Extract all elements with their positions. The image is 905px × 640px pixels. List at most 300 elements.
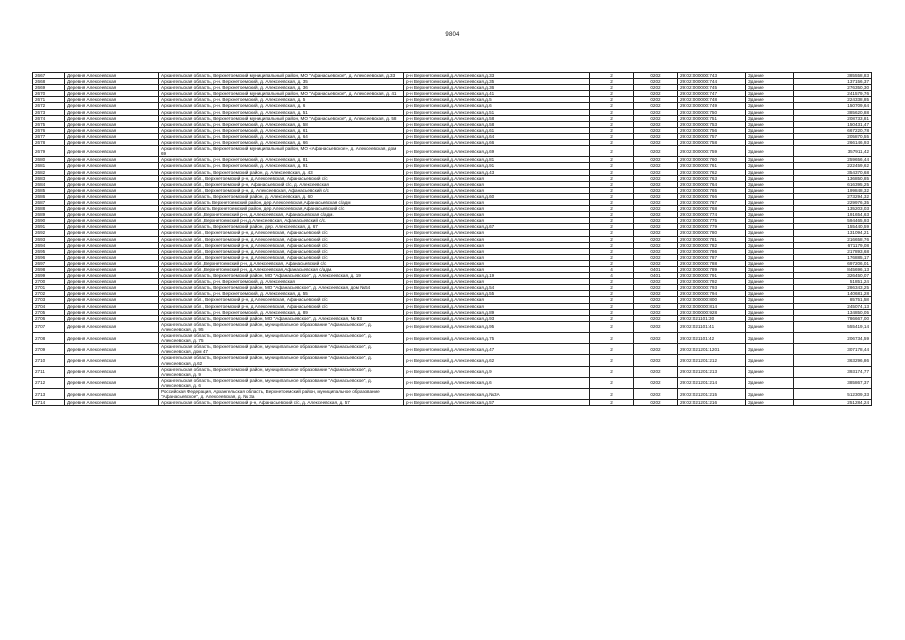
group-code-cell: 0202	[634, 224, 678, 230]
cadastral-number-cell: 29:02:000000:779	[678, 224, 746, 230]
group-code-cell: 0202	[634, 355, 678, 366]
cadastral-value-cell: 363296,86	[794, 355, 872, 366]
cadastral-value-cell: 191654,63	[794, 212, 872, 218]
group-cell: 2	[590, 97, 634, 103]
object-type-cell: Здание	[746, 388, 794, 399]
row-number-cell: 2688	[33, 206, 65, 212]
group-code-cell: 0202	[634, 140, 678, 146]
location-cell: р-н Верхнетоемский,д.Алексеевская,д.19	[404, 273, 590, 279]
cadastral-number-cell: 29:02:000000:786	[678, 248, 746, 254]
group-code-cell: 0202	[634, 315, 678, 321]
cadastral-number-cell: 29:02:021201:212	[678, 355, 746, 366]
address-cell: Архангельская область, р-н. Верхнетоемский, д. Алексеевская, д. 6	[159, 103, 404, 109]
address-cell: Архангельская область, Верхнетоемский район, муниципальное образование "Афанасьевское", д. Алексеевская, дом 47	[159, 344, 404, 355]
location-cell: р-н Верхнетоемский,д.Алексеевская,д.57	[404, 400, 590, 406]
cadastral-number-cell: 29:02:021201:1201	[678, 344, 746, 355]
cadastral-number-cell: 29:02:021201:216	[678, 400, 746, 406]
table-row	[33, 366, 872, 377]
table-row	[33, 344, 872, 355]
cadastral-number-cell: 29:02:000000:744	[678, 79, 746, 85]
location-cell: р-н Верхнетоемский,д.Алексеевская,д.89	[404, 309, 590, 315]
address-cell: Архангельская область, Верхнетоемский муниципальный район, МО "Афанасьевское", д. Алексеевская, д. 58	[159, 115, 404, 121]
group-cell: 4	[590, 273, 634, 279]
object-type-cell: Здание	[746, 146, 794, 157]
cadastral-number-cell: 29:02:000000:792	[678, 279, 746, 285]
cadastral-value-cell: 385558,83	[794, 73, 872, 79]
row-number-cell: 2683	[33, 175, 65, 181]
cadastral-number-cell: 29:02:000000:794	[678, 291, 746, 297]
address-cell: Российская Федерация, Архангельская область, Верхнетоемский район, муниципальное образование "Афанасьевское", д. Алексеевская, д. № 3а	[159, 388, 404, 399]
cadastral-number-cell: 29:02:000000:760	[678, 157, 746, 163]
settlement-name-cell: Деревня Алексеевская	[65, 218, 159, 224]
address-cell: Архангельская область, Верхнетоемский район, муниципальное образование "Афанасьевское", д. Алексеевская, д. 95	[159, 321, 404, 332]
row-number-cell: 2684	[33, 181, 65, 187]
object-type-cell: Здание	[746, 103, 794, 109]
row-number-cell: 2672	[33, 103, 65, 109]
cadastral-number-cell: 29:02:000000:745	[678, 85, 746, 91]
row-number-cell: 2710	[33, 355, 65, 366]
location-cell: р-н Верхнетоемский,д.Алексеевская,д.93	[404, 315, 590, 321]
group-code-cell: 0202	[634, 388, 678, 399]
cadastral-number-cell: 29:02:000000:762	[678, 169, 746, 175]
object-type-cell: Здание	[746, 333, 794, 344]
cadastral-number-cell: 29:02:000000:789	[678, 267, 746, 273]
row-number-cell: 2687	[33, 199, 65, 205]
row-number-cell: 2696	[33, 254, 65, 260]
settlement-name-cell: Деревня Алексеевская	[65, 303, 159, 309]
cadastral-number-cell: 29:02:000000:800	[678, 297, 746, 303]
address-cell: Архангельская область, р-н. Верхнетоемский, д. Алексеевская, д. 61	[159, 127, 404, 133]
object-type-cell: Здание	[746, 157, 794, 163]
location-cell: р-н Верхнетоемский,д.Алексеевская,д.43	[404, 169, 590, 175]
location-cell: р-н Верхнетоемский,д.Алексеевская,д.60	[404, 193, 590, 199]
settlement-name-cell: Деревня Алексеевская	[65, 267, 159, 273]
cadastral-value-cell: 616395,25	[794, 181, 872, 187]
group-code-cell: 0202	[634, 175, 678, 181]
group-code-cell: 0202	[634, 121, 678, 127]
object-type-cell: Здание	[746, 218, 794, 224]
cadastral-value-cell: 697206,01	[794, 260, 872, 266]
group-code-cell: 0202	[634, 109, 678, 115]
group-code-cell: 0202	[634, 321, 678, 332]
settlement-name-cell: Деревня Алексеевская	[65, 321, 159, 332]
object-type-cell: Здание	[746, 355, 794, 366]
object-type-cell: Здание	[746, 115, 794, 121]
row-number-cell: 2713	[33, 388, 65, 399]
row-number-cell: 2669	[33, 85, 65, 91]
cadastral-number-cell: 29:02:021101:41	[678, 321, 746, 332]
cadastral-value-cell: 208733,81	[794, 115, 872, 121]
settlement-name-cell: Деревня Алексеевская	[65, 315, 159, 321]
row-number-cell: 2673	[33, 109, 65, 115]
cadastral-value-cell: 357911,42	[794, 146, 872, 157]
settlement-name-cell: Деревня Алексеевская	[65, 140, 159, 146]
object-type-cell: Здание	[746, 121, 794, 127]
address-cell: Архангельская обл., Верхнетоемский р-н, д.Алексеевская, Афанасьевский с/с	[159, 230, 404, 236]
cadastral-number-cell: 29:02:000000:758	[678, 140, 746, 146]
group-code-cell: 0202	[634, 333, 678, 344]
object-type-cell: Здание	[746, 260, 794, 266]
address-cell: Архангельская область, Верхнетоемский район, МО "Афанасьевское", д. Алексеевская, дом №54	[159, 285, 404, 291]
group-cell: 4	[590, 267, 634, 273]
address-cell: Архангельская обл., Верхнетоемский р-н, д.Алексеевская, Афанасьевский с/с	[159, 254, 404, 260]
location-cell: р-н Верхнетоемский,д.Алексеевская,д.5	[404, 97, 590, 103]
group-cell: 2	[590, 212, 634, 218]
object-type-cell: Здание	[746, 193, 794, 199]
row-number-cell: 2676	[33, 127, 65, 133]
object-type-cell: Здание	[746, 79, 794, 85]
location-cell: р-н Верхнетоемский,д.Алексеевская	[404, 175, 590, 181]
location-cell: р-н Верхнетоемский,д.Алексеевская	[404, 303, 590, 309]
location-cell: р-н Верхнетоемский,д.Алексеевская	[404, 248, 590, 254]
location-cell: р-н Верхнетоемский,д.Алексеевская,д.91	[404, 163, 590, 169]
settlement-name-cell: Деревня Алексеевская	[65, 388, 159, 399]
group-code-cell: 0202	[634, 377, 678, 388]
settlement-name-cell: Деревня Алексеевская	[65, 248, 159, 254]
address-cell: Архангельская обл., Верхнетоемский р-н, Афанасьевский с/с, д. Алексеевская	[159, 181, 404, 187]
group-cell: 2	[590, 377, 634, 388]
settlement-name-cell: Деревня Алексеевская	[65, 206, 159, 212]
address-cell: Архангельская область, р-н. Верхнетоемский, д. Алексеевская, д. 66	[159, 140, 404, 146]
object-type-cell: Здание	[746, 133, 794, 139]
group-code-cell: 0202	[634, 85, 678, 91]
cadastral-value-cell: 594465,93	[794, 218, 872, 224]
location-cell: р-н Верхнетоемский,д.Алексеевская,д.51	[404, 109, 590, 115]
settlement-name-cell: Деревня Алексеевская	[65, 224, 159, 230]
address-cell: Архангельская обл.,Верхнетоемский р-н, д.Алексеевская, Афанасьевский с/с	[159, 260, 404, 266]
cadastral-value-cell: 135203,03	[794, 206, 872, 212]
location-cell: р-н Верхнетоемский,д.Алексеевская,д.47	[404, 344, 590, 355]
group-code-cell: 0202	[634, 254, 678, 260]
object-type-cell: Здание	[746, 303, 794, 309]
group-code-cell: 0202	[634, 73, 678, 79]
location-cell: р-н Верхнетоемский,д.Алексеевская	[404, 236, 590, 242]
address-cell: Архангельская область, р-н. Верхнетоемский, д. Алексеевская, д. 64	[159, 133, 404, 139]
settlement-name-cell: Деревня Алексеевская	[65, 273, 159, 279]
address-cell: Архангельская область Верхнетоемский район, дер.Алексеевская,Афанасьевская с/адм	[159, 199, 404, 205]
address-cell: Архангельская область, Верхнетоемский район, муниципальное образование "Афанасьевское", д. Алексеевская, д. 9	[159, 366, 404, 377]
row-number-cell: 2689	[33, 212, 65, 218]
object-type-cell: Здание	[746, 315, 794, 321]
cadastral-value-cell: 217893,68	[794, 248, 872, 254]
cadastral-number-cell: 29:02:000000:791	[678, 273, 746, 279]
cadastral-number-cell: 29:02:000000:793	[678, 285, 746, 291]
row-number-cell: 2675	[33, 121, 65, 127]
object-type-cell: Здание	[746, 248, 794, 254]
object-type-cell: Здание	[746, 279, 794, 285]
row-number-cell: 2677	[33, 133, 65, 139]
object-type-cell: Здание	[746, 273, 794, 279]
row-number-cell: 2692	[33, 230, 65, 236]
group-cell: 2	[590, 309, 634, 315]
cadastral-value-cell: 176885,17	[794, 254, 872, 260]
settlement-name-cell: Деревня Алексеевская	[65, 309, 159, 315]
cadastral-value-cell: 786667,00	[794, 315, 872, 321]
location-cell: р-н Верхнетоемский,д.Алексеевская	[404, 199, 590, 205]
location-cell: р-н Верхнетоемский,д.Алексеевская,д.55	[404, 291, 590, 297]
address-cell: Архангельская обл., Верхнетоемский р-н, д.Алексеевская, Афанасьевский с/с	[159, 303, 404, 309]
location-cell: р-н Верхнетоемский,д.Алексеевская,д.64	[404, 133, 590, 139]
object-type-cell: Здание	[746, 285, 794, 291]
location-cell: р-н Верхнетоемский,д.Алексеевская,д.75	[404, 333, 590, 344]
group-cell: 2	[590, 73, 634, 79]
group-cell: 2	[590, 187, 634, 193]
table-row	[33, 388, 872, 399]
address-cell: Архангельская область, р-н. Верхнетоемский, д. Алексеевская	[159, 279, 404, 285]
address-cell: Архангельская область, р-н. Верхнетоемский, д. Алексеевская, д. 36	[159, 85, 404, 91]
address-cell: Архангельская область, Верхнетоемский муниципальный район, МО "Афанасьевское", д. Алексеевская, д. 41	[159, 91, 404, 97]
cadastral-number-cell: 29:02:000000:747	[678, 91, 746, 97]
cadastral-number-cell: 29:02:000000:765	[678, 187, 746, 193]
settlement-name-cell: Деревня Алексеевская	[65, 97, 159, 103]
settlement-name-cell: Деревня Алексеевская	[65, 127, 159, 133]
location-cell: р-н Верхнетоемский,д.Алексеевская,д.9	[404, 366, 590, 377]
cadastral-number-cell: 29:02:000000:761	[678, 163, 746, 169]
object-type-cell: Здание	[746, 163, 794, 169]
location-cell: р-н Верхнетоемский,д.Алексеевская	[404, 267, 590, 273]
address-cell: Архангельская обл., Верхнетоемский р-н, д.Алексеевская, Афанасьевский с/с	[159, 297, 404, 303]
location-cell: р-н Верхнетоемский,д.Алексеевская,д.67	[404, 224, 590, 230]
settlement-name-cell: Деревня Алексеевская	[65, 163, 159, 169]
settlement-name-cell: Деревня Алексеевская	[65, 103, 159, 109]
cadastral-number-cell: 29:02:021201:214	[678, 377, 746, 388]
row-number-cell: 2693	[33, 236, 65, 242]
object-type-cell: Здание	[746, 91, 794, 97]
group-code-cell: 0202	[634, 236, 678, 242]
location-cell: р-н Верхнетоемский,д.Алексеевская	[404, 297, 590, 303]
object-type-cell: Здание	[746, 254, 794, 260]
cadastral-value-cell: 150709,64	[794, 103, 872, 109]
row-number-cell: 2680	[33, 157, 65, 163]
row-number-cell: 2706	[33, 315, 65, 321]
address-cell: Архангельская обл.,Верхнетоемский р-н, д.Алексеевская,Афанасьевская с/адм.	[159, 267, 404, 273]
group-cell: 2	[590, 85, 634, 91]
group-code-cell: 0202	[634, 230, 678, 236]
registry-table-body	[33, 73, 872, 406]
location-cell: р-н Верхнетоемский,д.Алексеевская	[404, 218, 590, 224]
settlement-name-cell: Деревня Алексеевская	[65, 236, 159, 242]
address-cell: Архангельская обл., Верхнетоемский р-н, д.Алексеевская, Афанасьевский с/с	[159, 242, 404, 248]
row-number-cell: 2690	[33, 218, 65, 224]
settlement-name-cell: Деревня Алексеевская	[65, 175, 159, 181]
cadastral-value-cell: 354370,68	[794, 169, 872, 175]
cadastral-value-cell: 393174,77	[794, 366, 872, 377]
cadastral-value-cell: 131094,21	[794, 230, 872, 236]
location-cell: р-н Верхнетоемский,д.Алексеевская,д.95	[404, 321, 590, 332]
settlement-name-cell: Деревня Алексеевская	[65, 212, 159, 218]
row-number-cell: 2694	[33, 242, 65, 248]
group-cell: 2	[590, 400, 634, 406]
location-cell: р-н Верхнетоемский,д.Алексеевская	[404, 279, 590, 285]
group-code-cell: 0202	[634, 206, 678, 212]
group-cell: 2	[590, 242, 634, 248]
group-cell: 2	[590, 321, 634, 332]
row-number-cell: 2711	[33, 366, 65, 377]
cadastral-value-cell: 206734,59	[794, 333, 872, 344]
cadastral-value-cell: 140681,28	[794, 291, 872, 297]
cadastral-number-cell: 29:02:000000:767	[678, 199, 746, 205]
settlement-name-cell: Деревня Алексеевская	[65, 242, 159, 248]
group-code-cell: 0202	[634, 169, 678, 175]
address-cell: Архангельская область, Верхнетоемский район, МО "Афанасьевское", д. Алексеевская, № 93	[159, 315, 404, 321]
cadastral-number-cell: 29:02:000000:750	[678, 109, 746, 115]
location-cell: р-н Верхнетоемский,д.Алексеевская	[404, 230, 590, 236]
location-cell: р-н Верхнетоемский,д.Алексеевская,д.41	[404, 91, 590, 97]
group-code-cell: 0202	[634, 127, 678, 133]
cadastral-number-cell: 29:02:000000:787	[678, 254, 746, 260]
group-code-cell: 0202	[634, 248, 678, 254]
settlement-name-cell: Деревня Алексеевская	[65, 133, 159, 139]
group-code-cell: 0202	[634, 193, 678, 199]
object-type-cell: Здание	[746, 309, 794, 315]
row-number-cell: 2698	[33, 267, 65, 273]
object-type-cell: Здание	[746, 242, 794, 248]
settlement-name-cell: Деревня Алексеевская	[65, 333, 159, 344]
settlement-name-cell: Деревня Алексеевская	[65, 279, 159, 285]
address-cell: Архангельская область, Верхнетоемский район, МО "Афанасьевское", д. Алексеевская, д. 19	[159, 273, 404, 279]
settlement-name-cell: Деревня Алексеевская	[65, 297, 159, 303]
address-cell: Архангельская обл., Верхнетоемский р-н, д. Алексеевская, Афанасьевский с/с	[159, 187, 404, 193]
group-code-cell: 0202	[634, 297, 678, 303]
group-cell: 2	[590, 103, 634, 109]
row-number-cell: 2671	[33, 97, 65, 103]
address-cell: Архангельская область, р-н. Верхнетоемский, д. Алексеевская, д. 58	[159, 121, 404, 127]
address-cell: Архангельская область, р-н. Верхнетоемский, д. Алексеевская, д. 91	[159, 163, 404, 169]
group-code-cell: 0202	[634, 157, 678, 163]
address-cell: Архангельская обл., Верхнетоемский р-н, д.Алексеевская, Афанасьевский с/с	[159, 175, 404, 181]
cadastral-number-cell: 29:02:000000:780	[678, 230, 746, 236]
cadastral-number-cell: 29:02:000000:749	[678, 103, 746, 109]
cadastral-number-cell: 29:02:000000:928	[678, 309, 746, 315]
group-code-cell: 0202	[634, 163, 678, 169]
group-code-cell: 0202	[634, 133, 678, 139]
address-cell: Архангельская обл.,Верхнетоемский р-н, д.Алексеевская, Афанасьевская с/адм.	[159, 212, 404, 218]
cadastral-number-cell: 29:02:000000:757	[678, 133, 746, 139]
address-cell: Архангельская область, р-н. Верхнетоемский, д. Алексеевская, д. 81	[159, 157, 404, 163]
cadastral-value-cell: 245074,13	[794, 303, 872, 309]
cadastral-value-cell: 150431,47	[794, 121, 872, 127]
cadastral-value-cell: 229976,35	[794, 199, 872, 205]
group-cell: 2	[590, 218, 634, 224]
location-cell: р-н Верхнетоемский,д.Алексеевская	[404, 181, 590, 187]
settlement-name-cell: Деревня Алексеевская	[65, 121, 159, 127]
cadastral-number-cell: 29:02:000000:782	[678, 242, 746, 248]
group-cell: 2	[590, 291, 634, 297]
cadastral-number-cell: 29:02:000000:759	[678, 146, 746, 157]
cadastral-value-cell: 224338,85	[794, 97, 872, 103]
cadastral-number-cell: 29:02:021201:213	[678, 366, 746, 377]
table-row	[33, 400, 872, 406]
cadastral-value-cell: 155440,59	[794, 224, 872, 230]
cadastral-value-cell: 671179,08	[794, 242, 872, 248]
location-cell: р-н Верхнетоемский,д.Алексеевская,д.33	[404, 73, 590, 79]
object-type-cell: Здание	[746, 109, 794, 115]
object-type-cell: Здание	[746, 400, 794, 406]
row-number-cell: 2700	[33, 279, 65, 285]
object-type-cell: Здание	[746, 181, 794, 187]
group-cell: 2	[590, 91, 634, 97]
address-cell: Архангельская область, Верхнетоемский район, муниципальное образование "Афанасьевское", д. Алексеевская, д.62	[159, 355, 404, 366]
object-type-cell: Здание	[746, 321, 794, 332]
table-row	[33, 377, 872, 388]
cadastral-value-cell: 512309,33	[794, 388, 872, 399]
row-number-cell: 2695	[33, 248, 65, 254]
settlement-name-cell: Деревня Алексеевская	[65, 91, 159, 97]
cadastral-value-cell: 276350,30	[794, 85, 872, 91]
location-cell: р-н Верхнетоемский,д.Алексеевская,д.36	[404, 85, 590, 91]
group-cell: 2	[590, 236, 634, 242]
location-cell: р-н Верхнетоемский,д.Алексеевская	[404, 242, 590, 248]
row-number-cell: 2668	[33, 79, 65, 85]
cadastral-value-cell: 137156,37	[794, 79, 872, 85]
group-code-cell: 0202	[634, 260, 678, 266]
cadastral-value-cell: 307178,44	[794, 344, 872, 355]
group-cell: 2	[590, 163, 634, 169]
row-number-cell: 2704	[33, 303, 65, 309]
settlement-name-cell: Деревня Алексеевская	[65, 285, 159, 291]
row-number-cell: 2686	[33, 193, 65, 199]
object-type-cell: Здание	[746, 236, 794, 242]
row-number-cell: 2667	[33, 73, 65, 79]
group-cell: 2	[590, 133, 634, 139]
cadastral-value-cell: 555419,14	[794, 321, 872, 332]
object-type-cell: Здание	[746, 344, 794, 355]
row-number-cell: 2699	[33, 273, 65, 279]
page-number: 9804	[445, 32, 460, 38]
group-cell: 2	[590, 254, 634, 260]
cadastral-number-cell: 29:02:021201:215	[678, 388, 746, 399]
group-cell: 2	[590, 355, 634, 366]
group-cell: 2	[590, 206, 634, 212]
group-code-cell: 0202	[634, 146, 678, 157]
location-cell: р-н Верхнетоемский,д.Алексеевская,д.6	[404, 103, 590, 109]
object-type-cell: Здание	[746, 140, 794, 146]
address-cell: Архангельская обл., Верхнетоемский р-н, д.Алексеевская, Афанасьевский с/с	[159, 248, 404, 254]
cadastral-value-cell: 51851,24	[794, 279, 872, 285]
group-cell: 2	[590, 181, 634, 187]
cadastral-value-cell: 385867,37	[794, 377, 872, 388]
group-code-cell: 0202	[634, 103, 678, 109]
cadastral-value-cell: 259656,44	[794, 157, 872, 163]
group-code-cell: 0202	[634, 115, 678, 121]
row-number-cell: 2709	[33, 344, 65, 355]
location-cell: р-н Верхнетоемский,д.Алексеевская	[404, 206, 590, 212]
group-cell: 2	[590, 303, 634, 309]
cadastral-number-cell: 29:02:000000:775	[678, 218, 746, 224]
address-cell: Архангельская область, Верхнетоемский район, муниципальное образование "Афанасьевское", д. Алексеевская, д. 75	[159, 333, 404, 344]
group-cell: 2	[590, 115, 634, 121]
cadastral-value-cell: 199848,32	[794, 187, 872, 193]
settlement-name-cell: Деревня Алексеевская	[65, 187, 159, 193]
object-type-cell: Здание	[746, 224, 794, 230]
row-number-cell: 2685	[33, 187, 65, 193]
cadastral-number-cell: 29:02:000000:774	[678, 212, 746, 218]
location-cell: р-н Верхнетоемский,д.Алексеевская	[404, 212, 590, 218]
cadastral-number-cell: 29:02:000000:768	[678, 206, 746, 212]
location-cell: р-н Верхнетоемский,д.Алексеевская	[404, 187, 590, 193]
cadastral-number-cell: 29:02:000000:748	[678, 97, 746, 103]
address-cell: Архангельская область, Верхнетоемский район, дер. Алексеевская, д. 67	[159, 224, 404, 230]
cadastral-value-cell: 667220,78	[794, 127, 872, 133]
location-cell: р-н Верхнетоемский,д.Алексеевская,д.№3А	[404, 388, 590, 399]
settlement-name-cell: Деревня Алексеевская	[65, 181, 159, 187]
object-type-cell: Здание	[746, 199, 794, 205]
table-row	[33, 146, 872, 157]
group-cell: 2	[590, 297, 634, 303]
group-cell: 2	[590, 146, 634, 157]
location-cell: р-н Верхнетоемский,д.Алексеевская,д.62	[404, 355, 590, 366]
row-number-cell: 2681	[33, 163, 65, 169]
